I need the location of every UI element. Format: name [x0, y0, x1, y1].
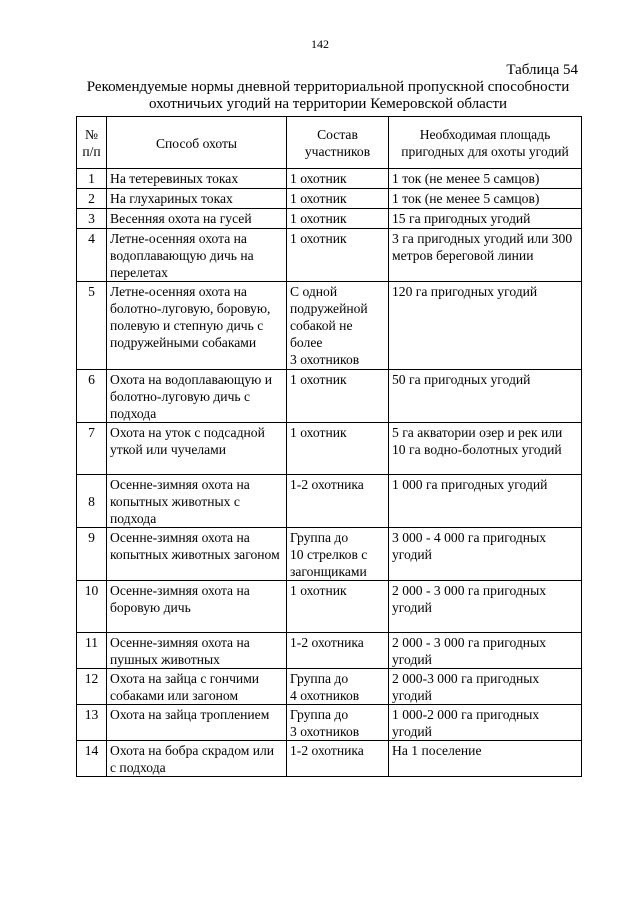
row-area: 2 000 - 3 000 га пригодных угодий	[389, 633, 582, 669]
row-num: 13	[77, 705, 107, 741]
row-method: Охота на бобра скрадом или с подхода	[107, 741, 287, 777]
row-num: 5	[77, 282, 107, 370]
row-method: Охота на зайца троплением	[107, 705, 287, 741]
row-area: 120 га пригодных угодий	[389, 282, 582, 370]
row-method: Летне-осенняя охота на болотно-луговую, боровую, полевую и степную дичь с подружейными собаками	[107, 282, 287, 370]
header-method: Способ охоты	[107, 117, 287, 169]
table-row	[77, 209, 582, 229]
row-participants: Группа до 3 охотников	[287, 705, 389, 741]
row-area: 1 ток (не менее 5 самцов)	[389, 169, 582, 189]
row-method: На глухариных токах	[107, 189, 287, 209]
row-num: 1	[77, 169, 107, 189]
row-area: На 1 поселение	[389, 741, 582, 777]
table-row	[77, 229, 582, 282]
row-area: 15 га пригодных угодий	[389, 209, 582, 229]
row-area: 1 000-2 000 га пригодных угодий	[389, 705, 582, 741]
row-participants: 1 охотник	[287, 209, 389, 229]
hunting-norms-table	[76, 116, 582, 777]
row-method: Осенне-зимняя охота на боровую дичь	[107, 581, 287, 633]
table-row	[77, 475, 582, 528]
row-participants: 1 охотник	[287, 229, 389, 282]
row-method: Осенне-зимняя охота на копытных животных с подхода	[107, 475, 287, 528]
row-num: 6	[77, 370, 107, 423]
table-row	[77, 423, 582, 475]
row-participants: Группа до 10 стрелков с загонщиками	[287, 528, 389, 581]
page-number: 142	[311, 37, 329, 51]
row-area: 3 000 - 4 000 га пригодных угодий	[389, 528, 582, 581]
table-label: Таблица 54	[506, 62, 578, 78]
row-num: 10	[77, 581, 107, 633]
row-method: Весенняя охота на гусей	[107, 209, 287, 229]
header-participants: Состав участников	[287, 117, 389, 169]
row-method: Охота на уток с подсадной уткой или чучелами	[107, 423, 287, 475]
row-participants: 1 охотник	[287, 189, 389, 209]
row-method: Осенне-зимняя охота на копытных животных загоном	[107, 528, 287, 581]
row-area: 1 ток (не менее 5 самцов)	[389, 189, 582, 209]
row-method: На тетеревиных токах	[107, 169, 287, 189]
header-area: Необходимая площадь пригодных для охоты угодий	[389, 117, 582, 169]
table-row	[77, 169, 582, 189]
row-area: 2 000 - 3 000 га пригодных угодий	[389, 581, 582, 633]
row-num: 3	[77, 209, 107, 229]
row-num: 14	[77, 741, 107, 777]
table-row	[77, 282, 582, 370]
row-participants: 1 охотник	[287, 169, 389, 189]
table-row	[77, 633, 582, 669]
row-num: 7	[77, 423, 107, 475]
row-method: Летне-осенняя охота на водоплавающую дичь на перелетах	[107, 229, 287, 282]
table-row	[77, 705, 582, 741]
row-num: 11	[77, 633, 107, 669]
row-participants: 1-2 охотника	[287, 475, 389, 528]
row-area: 3 га пригодных угодий или 300 метров береговой линии	[389, 229, 582, 282]
row-num: 2	[77, 189, 107, 209]
row-participants: 1-2 охотника	[287, 741, 389, 777]
row-participants: С одной подружейной собакой не более 3 охотников	[287, 282, 389, 370]
row-num: 9	[77, 528, 107, 581]
row-participants: 1 охотник	[287, 423, 389, 475]
row-area: 50 га пригодных угодий	[389, 370, 582, 423]
row-participants: 1 охотник	[287, 370, 389, 423]
header-num: № п/п	[77, 117, 107, 169]
row-method: Охота на водоплавающую и болотно-луговую дичь с подхода	[107, 370, 287, 423]
table-row	[77, 669, 582, 705]
row-method: Охота на зайца с гончими собаками или загоном	[107, 669, 287, 705]
row-method: Осенне-зимняя охота на пушных животных	[107, 633, 287, 669]
row-area: 1 000 га пригодных угодий	[389, 475, 582, 528]
table-row	[77, 528, 582, 581]
table-title: Рекомендуемые нормы дневной территориальной пропускной способности охотничьих угодий на территории Кемеровской области	[86, 79, 570, 112]
row-participants: 1-2 охотника	[287, 633, 389, 669]
row-area: 5 га акватории озер и рек или 10 га водно-болотных угодий	[389, 423, 582, 475]
table-row	[77, 741, 582, 777]
row-num: 8	[77, 475, 107, 528]
row-num: 12	[77, 669, 107, 705]
row-num: 4	[77, 229, 107, 282]
row-participants: Группа до 4 охотников	[287, 669, 389, 705]
table-row	[77, 189, 582, 209]
table-row	[77, 581, 582, 633]
table-row	[77, 370, 582, 423]
row-participants: 1 охотник	[287, 581, 389, 633]
row-area: 2 000-3 000 га пригодных угодий	[389, 669, 582, 705]
header-row	[77, 117, 582, 169]
